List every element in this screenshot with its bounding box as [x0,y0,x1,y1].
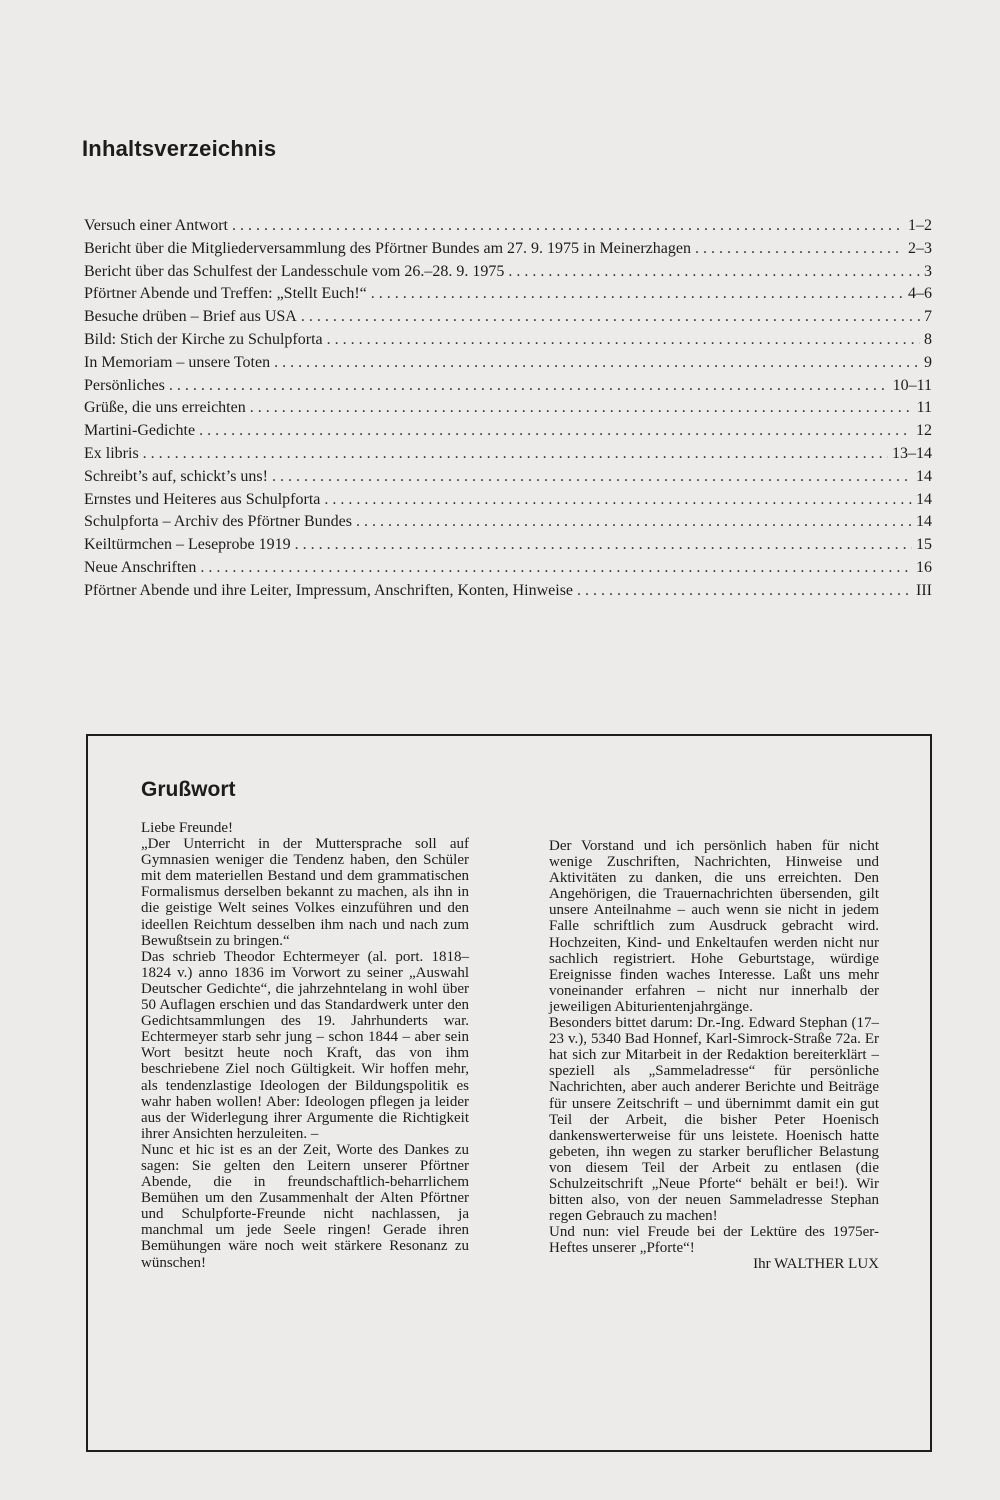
toc-entry [84,580,932,603]
toc-entry-title: Schulpforta – Archiv des Pförtner Bundes [84,513,352,531]
toc-dot-leader [143,443,888,466]
toc-dot-leader [577,580,912,603]
toc-entry-pages: 11 [916,399,932,417]
paragraph: Und nun: viel Freude bei der Lektüre des 1975er-Heftes unserer „Pforte“! [549,1224,879,1257]
toc-entry [84,534,932,557]
toc-dot-leader [199,420,912,443]
paragraph: Das schrieb Theodor Echtermeyer (al. port. 1818–1824 v.) anno 1836 im Vorwort zu seiner „Auswahl Deutscher Gedichte“, die jahrzehntelang in wohl über 50 Auflagen erschien und das Standardwerk unter den Gedichtsammlungen des 19. Jahrhunderts war. Echtermeyer starb sehr jung – schon 1844 – aber sein Wort besitzt heute noch Kraft, das von ihm beschriebene Ziel noch Gültigkeit. Wir hoffen mehr, als tendenzlastige Ideologen der Bildungspolitik es wahr haben wollen! Aber: Ideologen pflegen ja leider aus der Widerlegung ihrer Argumente die Richtigkeit ihrer Ansichten herzuleiten. – [141,948,469,1142]
grusswort-right-column [549,838,879,1273]
toc-dot-leader [232,215,904,238]
toc-entry-title: Versuch einer Antwort [84,217,228,234]
toc-dot-leader [301,306,920,329]
paragraph: „Der Unterricht in der Muttersprache soll auf Gymnasien weniger die Tendenz haben, den Schüler mit dem materiellen Bestand und dem grammatischen Formalismus derselben bekannt zu machen, als ihn in die geistige Welt seines Volkes einzuführen und den ideellen Reichtum desselben ihm nach und nach zum Bewußtsein zu bringen.“ [141,836,469,949]
toc-entry-title: Keiltürmchen – Leseprobe 1919 [84,536,291,554]
toc-entry-title: Neue Anschriften [84,558,197,576]
toc-dot-leader [327,329,920,352]
toc-entry-pages: III [916,581,932,599]
toc-entry-pages: 2–3 [908,239,932,257]
toc-dot-leader [200,557,912,580]
toc-entry-title: Martini-Gedichte [84,422,196,440]
toc-entry [84,466,932,489]
toc-dot-leader [169,375,889,398]
toc-entry-pages: 4–6 [908,285,932,303]
toc-entry [84,443,932,466]
toc-entry-title: Pförtner Abende und Treffen: „Stellt Euch!“ [84,285,367,303]
paragraph: Besonders bittet darum: Dr.-Ing. Edward Stephan (17–23 v.), 5340 Bad Honnef, Karl-Simrock-Straße 72a. Er hat sich zur Mitarbeit in der Redaktion bereiterklärt – speziell als „Sammeladresse“ für persönliche Nachrichten, aber auch anderer Berichte und Beiträge für unsere Zeitschrift – und übernimmt damit ein gut Teil der Arbeit, die bisher Peter Hoenisch dankenswerterweise für uns leistete. Hoenisch hatte gebeten, ihn wegen zu starker beruflicher Belastung von diesem Teil der Arbeit zu entlasen (die Schulzeitschrift „Neue Pforte“ behält er bei!). Wir bitten also, von der neuen Sammeladresse Stephan regen Gebrauch zu machen! [549,1015,879,1225]
toc-entry-pages: 8 [924,330,932,348]
toc-dot-leader [371,283,904,306]
toc-entry-pages: 13–14 [892,444,932,462]
paragraph: Liebe Freunde! [141,820,234,836]
toc-entry-pages: 9 [924,353,932,371]
toc-entry [84,397,932,420]
toc-dot-leader [274,352,920,375]
toc-entry [84,329,932,352]
toc-entry-title: Ernstes und Heiteres aus Schulpforta [84,490,321,508]
toc-dot-leader [695,238,904,261]
toc-entry-title: Pförtner Abende und ihre Leiter, Impressum, Anschriften, Konten, Hinweise [84,581,574,599]
toc-entry-title: Schreibt’s auf, schickt’s uns! [84,467,268,485]
toc-entry [84,261,932,284]
toc-dot-leader [272,466,912,489]
toc-entry [84,375,932,398]
toc-dot-leader [324,489,912,512]
toc-entry-pages: 15 [916,536,932,554]
toc-entry [84,215,932,238]
paragraph: Der Vorstand und ich persönlich haben für nicht wenige Zuschriften, Nachrichten, Hinweise und Aktivitäten zu danken, die uns erreichten. Den Angehörigen, die Trauernachrichten übersenden, gilt unsere Anteilnahme – auch wenn sie nicht in jedem Falle schriftlich zum Ausdruck gebracht wird. Hochzeiten, Kind- und Enkeltaufen werden nicht nur sachlich registriert. Hohe Geburtstage, würdige Ereignisse finden waches Interesse. Laßt uns mehr voneinander erfahren – nicht nur innerhalb der jeweiligen Abiturientenjahrgänge. [549,838,879,1015]
toc-dot-leader [295,534,912,557]
grusswort-box [86,734,932,1452]
toc-entry-title: Besuche drüben – Brief aus USA [84,308,297,326]
paragraph: Nunc et hic ist es an der Zeit, Worte des Dankes zu sagen: Sie gelten den Leitern unserer Pförtner Abende, die in freundschaftlich-beharrlichem Bemühen um den Zusammenhalt der Alten Pförtner und Schulpforte-Freunde nicht nachlassen, ja manchmal um jede Seele ringen! Gerade ihren Bemühungen wäre noch weit stärkere Resonanz zu wünschen! [141,1141,469,1271]
toc-entry-title: Bericht über das Schulfest der Landesschule vom 26.–28. 9. 1975 [84,262,505,280]
toc-entry-pages: 1–2 [908,217,932,234]
toc-entry-pages: 12 [916,422,932,440]
toc-entry [84,557,932,580]
toc-entry-pages: 14 [916,467,932,485]
toc-entry-title: Grüße, die uns erreichten [84,399,246,417]
toc-heading: Inhaltsverzeichnis [82,136,277,161]
toc-entry-pages: 7 [924,308,932,326]
toc-entry [84,238,932,261]
toc-entry-title: Bericht über die Mitgliederversammlung des Pförtner Bundes am 27. 9. 1975 in Meinerzhagen [84,239,691,257]
toc-entry-pages: 10–11 [892,376,932,394]
table-of-contents [84,215,932,603]
toc-entry-pages: 14 [916,513,932,531]
grusswort-heading: Grußwort [141,778,236,801]
toc-entry [84,511,932,534]
signature: Ihr WALTHER LUX [753,1256,879,1273]
toc-entry [84,352,932,375]
toc-dot-leader [250,397,913,420]
toc-entry-title: Bild: Stich der Kirche zu Schulpforta [84,330,323,348]
toc-entry-pages: 14 [916,490,932,508]
toc-entry [84,306,932,329]
toc-entry [84,283,932,306]
toc-entry-pages: 3 [924,262,932,280]
grusswort-left-column [141,820,469,1271]
toc-entry-title: Persönliches [84,376,165,394]
toc-dot-leader [508,261,920,284]
toc-entry-pages: 16 [916,558,932,576]
toc-entry-title: Ex libris [84,444,139,462]
toc-entry-title: In Memoriam – unsere Toten [84,353,271,371]
toc-dot-leader [356,511,912,534]
toc-entry [84,489,932,512]
toc-entry [84,420,932,443]
